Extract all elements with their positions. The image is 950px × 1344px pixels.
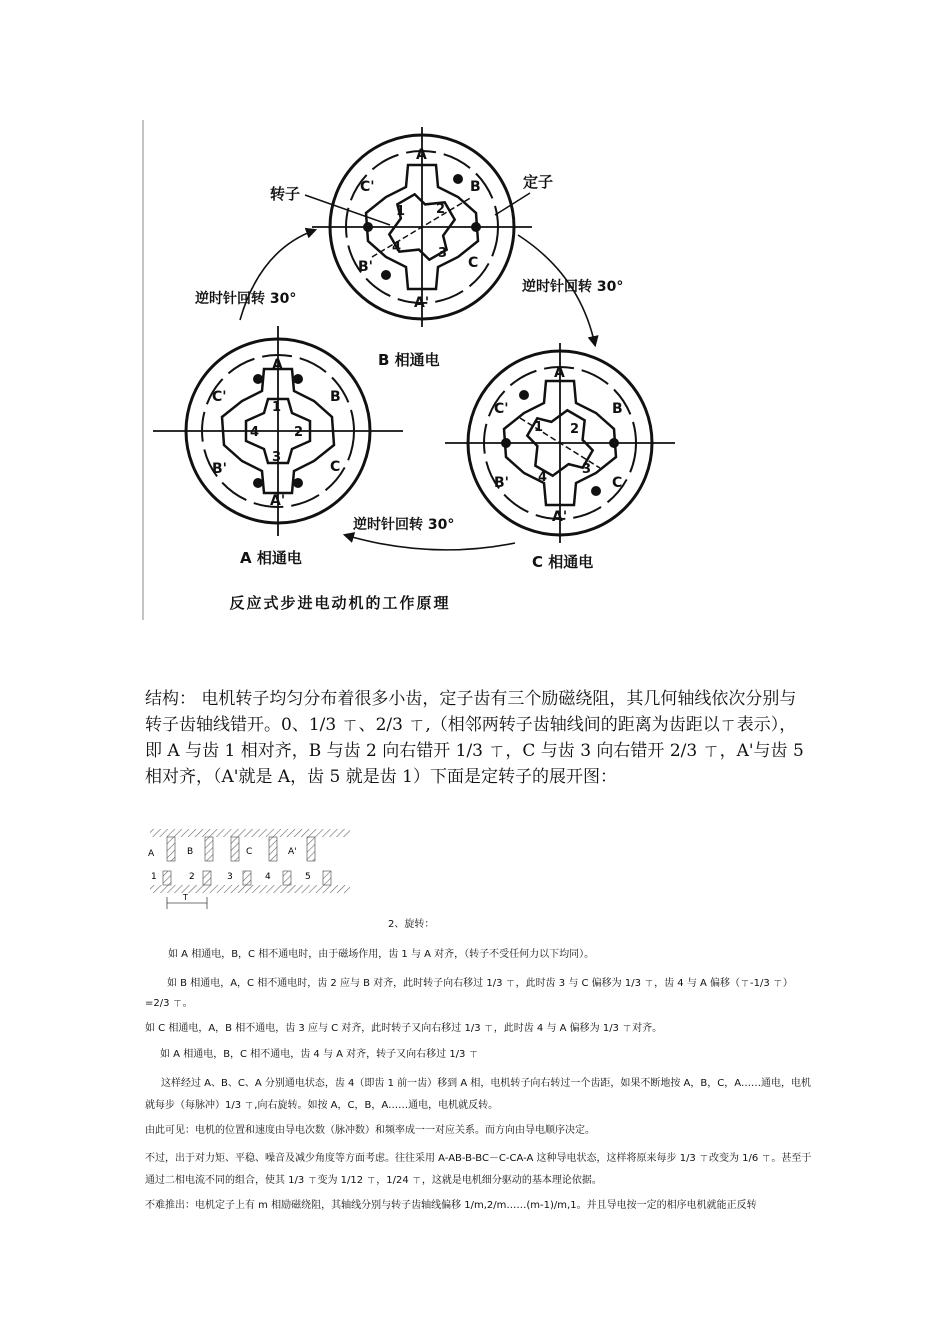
dev-tooth-3: 3: [227, 872, 233, 882]
stator-label: 定子: [523, 173, 554, 191]
tooth-1: 1: [396, 204, 406, 219]
phase-c-label: C 相通电: [532, 553, 594, 571]
tooth-4: 4: [250, 425, 260, 440]
rotation-paragraph-6: 由此可见：电机的位置和速度由导电次数（脉冲数）和频率成一一对应关系。而方向由导电顺序决定。: [145, 1125, 595, 1136]
arrow-c-to-a: [345, 535, 515, 550]
dev-label-a-prime: A': [288, 847, 297, 857]
rotor-label: 转子: [270, 185, 301, 203]
label-a: A: [554, 365, 565, 381]
rotation-heading: 2、旋转：: [388, 919, 435, 930]
tooth-1: 1: [534, 420, 544, 435]
label-c: C: [612, 475, 623, 491]
dev-tooth-5: 5: [305, 872, 311, 882]
label-a-prime: A': [414, 295, 430, 311]
rotation-paragraph-3: 如 C 相通电，A，B 相不通电，齿 3 应与 C 对齐，此时转子又向右移过 1/3 ㄒ，此时齿 4 与 A 偏移为 1/3 ㄒ对齐。: [145, 1023, 663, 1034]
tooth-3: 3: [272, 450, 282, 465]
dev-label-b: B: [187, 847, 194, 857]
tooth-2: 2: [436, 202, 446, 217]
label-b-prime: B': [212, 461, 227, 477]
label-a: A: [416, 147, 427, 163]
tooth-4: 4: [538, 470, 548, 485]
tooth-2: 2: [294, 425, 304, 440]
tooth-1: 1: [272, 400, 282, 415]
label-a-prime: A': [552, 509, 568, 525]
tooth-3: 3: [438, 246, 448, 261]
dev-tooth-4: 4: [265, 872, 271, 882]
structure-paragraph: 结构： 电机转子均匀分布着很多小齿，定子齿有三个励磁绕阻，其几何轴线依次分别与转子齿轴线错开。0、1/3 ㄒ、2/3 ㄒ,（相邻两转子齿轴线间的距离为齿距以ㄒ表示），即 A 与齿 1 相对齐，B 与齿 2 向右错开 1/3 ㄒ，C 与齿 3 向右错开 2/3 ㄒ，A'与齿 5 相对齐，（A'就是 A，齿 5 就是齿 1）下面是定转子的展开图：: [145, 689, 804, 787]
label-c-prime: C': [360, 179, 375, 195]
rotation-paragraph-5: 这样经过 A、B、C、A 分别通电状态，齿 4（即齿 1 前一齿）移到 A 相，电机转子向右转过一个齿距，如果不断地按 A，B，C，A……通电，电机就每步（每脉冲）1/3 ㄒ,向右旋转。如按 A，C，B，A……通电，电机就反转。: [145, 1078, 812, 1111]
rotation-paragraph-4: 如 A 相通电，B，C 相不通电，齿 4 与 A 对齐，转子又向右移过 1/3 ㄒ: [160, 1049, 479, 1060]
stepper-motor-diagram: [140, 115, 680, 625]
dev-label-a: A: [148, 849, 155, 859]
stator-rotor-development-diagram: [145, 823, 355, 918]
motor-a-phase: [153, 326, 403, 536]
label-b: B: [612, 401, 623, 417]
dev-tooth-pitch: T: [183, 893, 188, 902]
label-b: B: [330, 389, 341, 405]
label-c: C: [330, 459, 341, 475]
tooth-2: 2: [570, 422, 580, 437]
tooth-3: 3: [582, 462, 592, 477]
diagram-caption: 反应式步进电动机的工作原理: [229, 594, 451, 612]
rotate-label-bottom: 逆时针回转 30°: [353, 517, 455, 533]
rotate-label-left: 逆时针回转 30°: [195, 291, 297, 307]
motor-b-phase: [312, 127, 532, 327]
rotation-paragraph-8: 不难推出：电机定子上有 m 相励磁绕阻，其轴线分别与转子齿轴线偏移 1/m,2/m……(m-1)/m,1。并且导电按一定的相序电机就能正反转: [145, 1200, 757, 1211]
rotate-label-right: 逆时针回转 30°: [522, 279, 624, 295]
label-c: C: [468, 255, 479, 271]
motor-c-phase: [445, 343, 675, 543]
tooth-4: 4: [392, 240, 402, 255]
label-c-prime: C': [494, 401, 509, 417]
dev-tooth-2: 2: [189, 872, 195, 882]
label-a: A: [272, 357, 283, 373]
dev-label-c: C: [246, 847, 253, 857]
rotation-paragraph-1: 如 A 相通电，B，C 相不通电时，由于磁场作用，齿 1 与 A 对齐，（转子不受任何力以下均同）。: [168, 949, 595, 960]
label-b-prime: B': [358, 259, 373, 275]
label-b-prime: B': [494, 475, 509, 491]
rotation-paragraph-2: 如 B 相通电，A，C 相不通电时，齿 2 应与 B 对齐，此时转子向右移过 1/3 ㄒ，此时齿 3 与 C 偏移为 1/3 ㄒ，齿 4 与 A 偏移（ㄒ-1/3 ㄒ）=2/3 ㄒ。: [145, 978, 793, 1009]
phase-a-label: A 相通电: [240, 549, 302, 567]
label-c-prime: C': [212, 389, 227, 405]
phase-b-label: B 相通电: [378, 351, 440, 369]
dev-tooth-1: 1: [151, 872, 157, 882]
label-a-prime: A': [270, 493, 286, 509]
label-b: B: [470, 179, 481, 195]
motor-diagram-svg: [140, 115, 680, 625]
rotation-paragraph-7: 不过，出于对力矩、平稳、噪音及减少角度等方面考虑。往往采用 A-AB-B-BC－C-CA-A 这种导电状态，这样将原来每步 1/3 ㄒ改变为 1/6 ㄒ。甚至于通过二相电流不同的组合，使其 1/3 ㄒ变为 1/12 ㄒ，1/24 ㄒ，这就是电机细分驱动的基本理论依据。: [145, 1153, 812, 1186]
